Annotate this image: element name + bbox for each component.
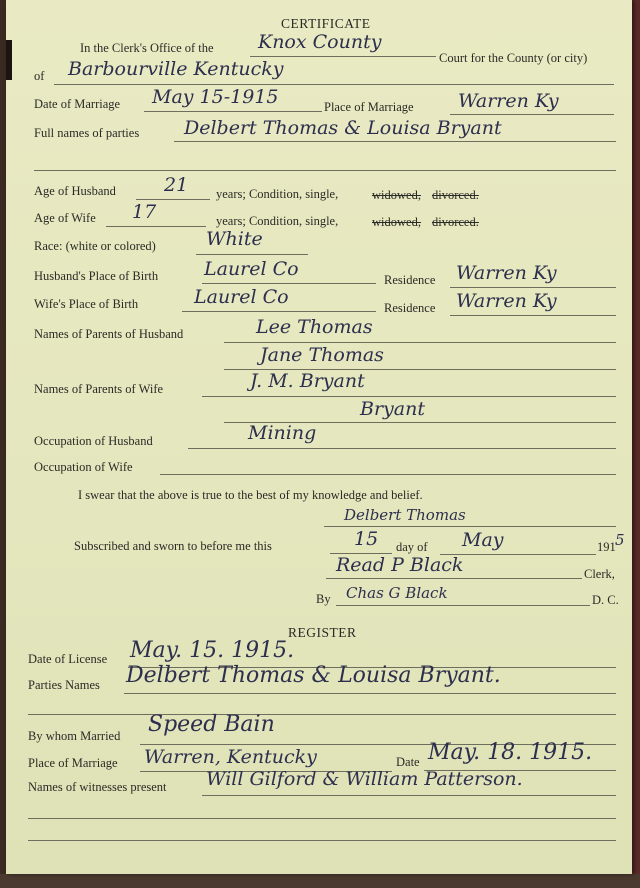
parties-extra-line — [28, 714, 616, 715]
oath-signature: Delbert Thomas — [344, 506, 466, 524]
book-cover-edge — [632, 0, 640, 874]
age-wife-line — [106, 226, 206, 227]
register-date-value: May. 18. 1915. — [428, 740, 593, 765]
place-of-marriage-label: Place of Marriage — [324, 100, 414, 114]
divorced-struck-wife: divorced. — [432, 215, 479, 229]
register-heading: REGISTER — [288, 625, 357, 640]
county-line — [250, 56, 436, 57]
court-county-label: Court for the County (or city) — [439, 51, 588, 65]
subscribed-month: May — [462, 529, 504, 551]
witnesses-extra-line-1 — [28, 818, 616, 819]
deputy-signature-line — [336, 605, 590, 606]
age-wife-value: 17 — [132, 201, 157, 223]
wife-residence-label: Residence — [384, 301, 436, 315]
certificate-page — [6, 0, 632, 874]
clerk-office-label: In the Clerk's Office of the — [80, 41, 214, 55]
witnesses-label: Names of witnesses present — [28, 780, 167, 794]
date-of-marriage-value: May 15-1915 — [152, 86, 279, 108]
husband-residence-label: Residence — [384, 273, 436, 287]
parties-names-value: Delbert Thomas & Louisa Bryant. — [126, 663, 501, 688]
husband-birth-line — [202, 283, 376, 284]
place-of-marriage-register-value: Warren, Kentucky — [144, 746, 317, 768]
oath-signature-line — [324, 526, 616, 527]
by-whom-label: By whom Married — [28, 729, 121, 743]
of-label: of — [34, 69, 45, 83]
wife-residence-line — [450, 315, 616, 316]
parties-names-line — [124, 693, 616, 694]
place-of-marriage-value: Warren Ky — [458, 90, 559, 112]
wife-residence-value: Warren Ky — [456, 290, 557, 312]
full-names-line-2 — [34, 170, 616, 171]
desk-background — [0, 874, 640, 888]
wife-birth-value: Laurel Co — [194, 286, 289, 308]
parents-husband-name-1: Lee Thomas — [256, 316, 373, 338]
dc-label: D. C. — [592, 593, 619, 607]
parents-wife-name-1: J. M. Bryant — [250, 370, 365, 392]
parents-husband-line-1 — [224, 342, 616, 343]
date-of-marriage-label: Date of Marriage — [34, 97, 121, 111]
place-of-marriage-line — [450, 114, 614, 115]
subscribed-month-line — [440, 554, 596, 555]
condition-text-husband: years; Condition, single, — [216, 187, 339, 201]
parties-names-label: Parties Names — [28, 678, 100, 692]
clerk-signature-line — [326, 578, 582, 579]
occ-husband-label: Occupation of Husband — [34, 434, 153, 448]
age-husband-value: 21 — [164, 174, 189, 196]
occ-husband-value: Mining — [248, 422, 317, 444]
parents-wife-line-1 — [202, 396, 616, 397]
full-names-label: Full names of parties — [34, 126, 140, 140]
parents-husband-label: Names of Parents of Husband — [34, 327, 184, 341]
occ-husband-line — [188, 448, 616, 449]
year-written: 5 — [615, 531, 625, 549]
parents-wife-label: Names of Parents of Wife — [34, 382, 164, 396]
race-value: White — [206, 228, 263, 250]
parents-husband-name-2: Jane Thomas — [260, 344, 384, 366]
subscribed-text: Subscribed and sworn to before me this — [74, 539, 272, 553]
year-printed: 191 — [597, 540, 616, 554]
age-husband-line — [136, 199, 210, 200]
husband-residence-line — [450, 287, 616, 288]
place-value: Barbourville Kentucky — [68, 58, 284, 80]
full-names-value: Delbert Thomas & Louisa Bryant — [184, 117, 502, 139]
husband-birth-label: Husband's Place of Birth — [34, 269, 159, 283]
wife-birth-line — [182, 311, 376, 312]
day-of-label: day of — [396, 540, 428, 554]
witnesses-extra-line-2 — [28, 840, 616, 841]
register-date-label: Date — [396, 755, 420, 769]
husband-birth-value: Laurel Co — [204, 258, 299, 280]
race-line — [196, 254, 308, 255]
parents-wife-name-2: Bryant — [360, 398, 425, 420]
subscribed-day: 15 — [354, 528, 379, 550]
divorced-struck-husband: divorced. — [432, 188, 479, 202]
date-license-label: Date of License — [28, 652, 108, 666]
witnesses-value: Will Gilford & William Patterson. — [206, 768, 523, 790]
occ-wife-line — [160, 474, 616, 475]
date-of-marriage-line — [144, 111, 322, 112]
by-label: By — [316, 592, 331, 606]
husband-residence-value: Warren Ky — [456, 262, 557, 284]
witnesses-line — [202, 795, 616, 796]
clerk-signature: Read P Black — [336, 554, 464, 576]
race-label: Race: (white or colored) — [34, 239, 156, 253]
age-wife-label: Age of Wife — [34, 211, 96, 225]
county-value: Knox County — [258, 31, 382, 53]
widowed-struck-wife: widowed, — [372, 215, 421, 229]
occ-wife-label: Occupation of Wife — [34, 460, 133, 474]
full-names-line-1 — [174, 141, 616, 142]
certificate-heading: CERTIFICATE — [281, 16, 371, 31]
binding-tab — [6, 40, 12, 80]
wife-birth-label: Wife's Place of Birth — [34, 297, 139, 311]
condition-text-wife: years; Condition, single, — [216, 214, 339, 228]
clerk-label: Clerk, — [584, 567, 615, 581]
place-line — [54, 84, 614, 85]
oath-text: I swear that the above is true to the best of my knowledge and belief. — [78, 488, 423, 502]
date-license-value: May. 15. 1915. — [130, 638, 295, 663]
age-husband-label: Age of Husband — [34, 184, 116, 198]
deputy-signature: Chas G Black — [346, 584, 448, 602]
widowed-struck-husband: widowed, — [372, 188, 421, 202]
by-whom-value: Speed Bain — [148, 712, 275, 737]
place-of-marriage-register-label: Place of Marriage — [28, 756, 118, 770]
